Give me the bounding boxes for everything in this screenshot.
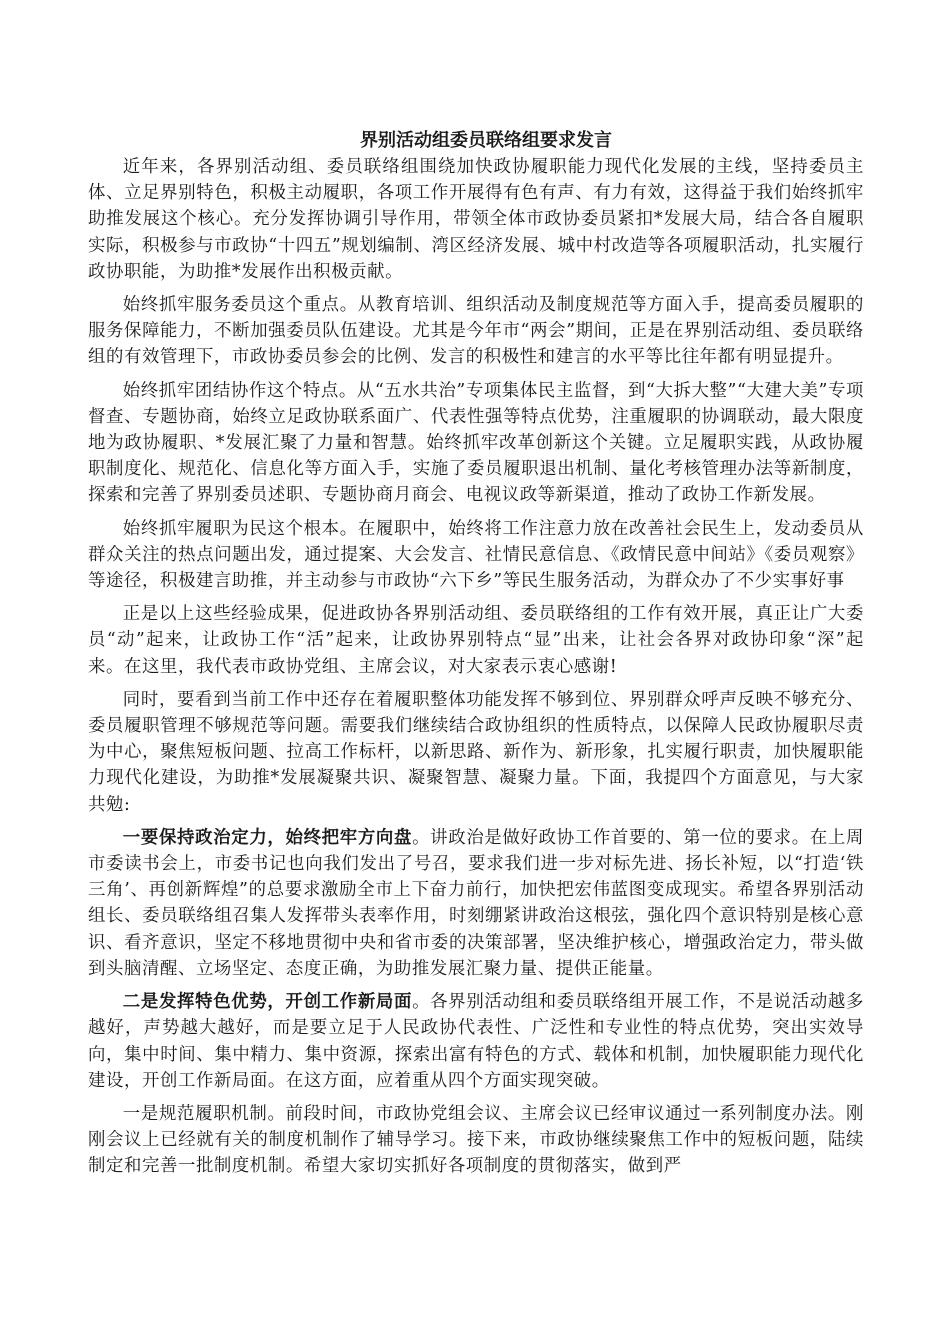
paragraph-text: 。讲政治是做好政协工作首要的、第一位的要求。在上周市委读书会上，市委书记也向我们发出了号召，要求我们进一步对标先进、扬长补短，以“打造‘铁三角’、再创新辉煌”的总要求激励全市上下奋力前行，加快把宏伟蓝图变成现实。希望各界别活动组长、委员联络组召集人发挥带头表率作用，时刻绷紧讲政治这根弦，强化四个意识特别是核心意识、看齐意识，坚定不移地贯彻中央和省市委的决策部署，坚决维护核心，增强政治定力，带头做到头脑清醒、立场坚定、态度正确，为助推发展汇聚力量、提供正能量。 [88,827,864,979]
paragraph-6 [88,687,864,818]
paragraph-8 [88,989,864,1094]
paragraph-text: 正是以上这些经验成果，促进政协各界别活动组、委员联络组的工作有效开展，真正让广大委员“动”起来，让政协工作“活”起来，让政协界别特点“显”出来，让社会各界对政协印象“深”起来。在这里，我代表市政协党组、主席会议，对大家表示衷心感谢! [88,604,864,677]
paragraph-lead-heading: 二是发挥特色优势，开创工作新局面 [122,992,413,1013]
paragraph-9 [88,1101,864,1180]
paragraph-text: 始终抓牢服务委员这个重点。从教育培训、组织活动及制度规范等方面入手，提高委员履职的服务保障能力，不断加强委员队伍建设。尤其是今年市“两会”期间，正是在界别活动组、委员联络组的有效管理下，市政协委员参会的比例、发言的积极性和建言的水平等比往年都有明显提升。 [88,295,864,368]
paragraph-2 [88,292,864,371]
paragraph-text: 一是规范履职机制。前段时间，市政协党组会议、主席会议已经审议通过一系列制度办法。刚刚会议上已经就有关的制度机制作了辅导学习。接下来，市政协继续聚焦工作中的短板问题，陆续制定和完善一批制度机制。希望大家切实抓好各项制度的贯彻落实，做到严 [88,1103,864,1177]
paragraph-1 [88,154,864,285]
document-title: 界别活动组委员联络组要求发言 [360,130,612,151]
paragraph-4 [88,516,864,595]
paragraph-7 [88,825,864,982]
paragraph-text: 始终抓牢履职为民这个根本。在履职中，始终将工作注意力放在改善社会民生上，发动委员从群众关注的热点问题出发，通过提案、大会发言、社情民意信息、《政情民意中间站》《委员观察》等途径，积极建言助推，并主动参与市政协“六下乡”等民生服务活动，为群众办了不少实事好事 [88,518,864,592]
paragraph-5 [88,601,864,680]
paragraph-3 [88,378,864,509]
paragraph-text: 始终抓牢团结协作这个特点。从“五水共治”专项集体民主监督，到“大拆大整”“大建大美”专项督查、专题协商，始终立足政协联系面广、代表性强等特点优势，注重履职的协调联动，最大限度地为政协履职、*发展汇聚了力量和智慧。始终抓牢改革创新这个关键。立足履职实践，从政协履职制度化、规范化、信息化等方面入手，实施了委员履职退出机制、量化考核管理办法等新制度，探索和完善了界别委员述职、专题协商月商会、电视议政等新渠道，推动了政协工作新发展。 [88,380,864,506]
paragraph-text: 同时，要看到当前工作中还存在着履职整体功能发挥不够到位、界别群众呼声反映不够充分、委员履职管理不够规范等问题。需要我们继续结合政协组织的性质特点，以保障人民政协履职尽责为中心，聚焦短板问题、拉高工作标杆，以新思路、新作为、新形象，扎实履行职责，加快履职能力现代化建设，为助推*发展凝聚共识、凝聚智慧、凝聚力量。下面，我提四个方面意见，与大家共勉: [88,689,864,815]
paragraph-lead-heading: 一要保持政治定力，始终把牢方向盘 [122,827,413,848]
document-page [88,128,864,1187]
paragraph-text: 近年来，各界别活动组、委员联络组围绕加快政协履职能力现代化发展的主线，坚持委员主体、立足界别特色，积极主动履职，各项工作开展得有色有声、有力有效，这得益于我们始终抓牢助推发展这个核心。充分发挥协调引导作用，带领全体市政协委员紧扣*发展大局，结合各自履职实际，积极参与市政协“十四五”规划编制、湾区经济发展、城中村改造等各项履职活动，扎实履行政协职能，为助推*发展作出积极贡献。 [88,157,864,282]
paragraph-text: 。各界别活动组和委员联络组开展工作，不是说活动越多越好，声势越大越好，而是要立足于人民政协代表性、广泛性和专业性的特点优势，突出实效导向，集中时间、集中精力、集中资源，探索出富有特色的方式、载体和机制，加快履职能力现代化建设，开创工作新局面。在这方面，应着重从四个方面实现突破。 [88,992,864,1091]
